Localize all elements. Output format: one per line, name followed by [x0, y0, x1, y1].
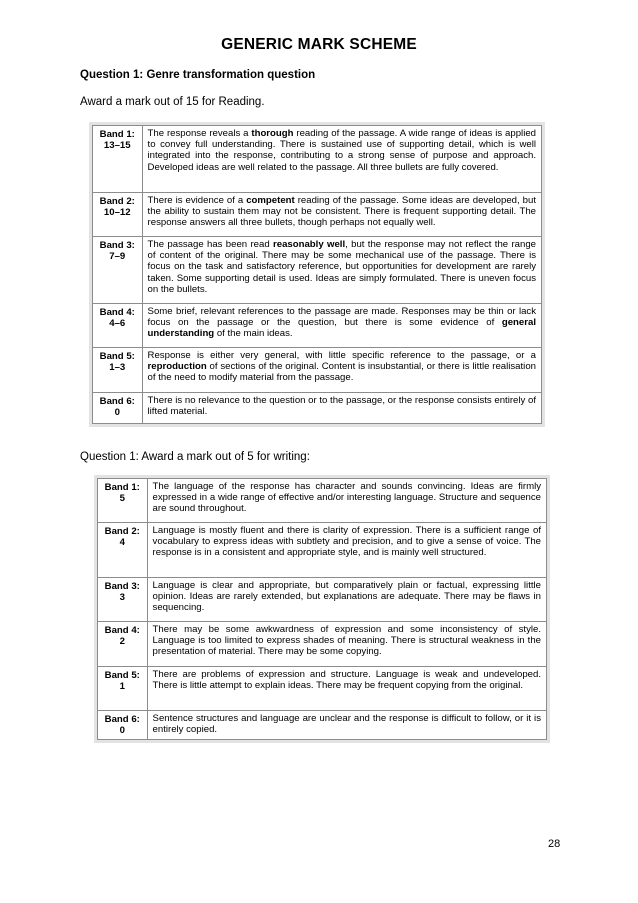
page-number: 28 — [548, 838, 561, 850]
band-label-cell — [98, 622, 148, 667]
description-text: There are problems of expression and structure. Language is weak and undeveloped. There is little attempt to explain ideas. There may be frequent copying from the original. — [152, 669, 541, 692]
band-description — [147, 578, 546, 622]
band-description — [142, 193, 541, 237]
band-row — [93, 126, 542, 193]
band-label-cell — [98, 667, 148, 711]
description-text: reading of the passage. A wide range of ideas is applied to convey full understanding. There is sustained use of supporting detail, which is well integrated into the response, contributing to a strong sense of purpose and approach. Developed ideas are well related to the passage. All three bullets are fully covered. — [147, 128, 536, 173]
description-text: Some brief, relevant references to the passage are made. Responses may be thin or lack focus on the passage or the question, but there is some evidence of — [147, 306, 536, 329]
band-row — [98, 578, 547, 622]
band-label-cell — [98, 578, 148, 622]
band-range: 5 — [119, 493, 125, 505]
band-label-cell — [93, 193, 143, 237]
band-row — [98, 667, 547, 711]
band-description — [142, 237, 541, 304]
band-name: Band 6: — [104, 714, 140, 725]
band-description — [147, 479, 546, 523]
band-name: Band 1: — [99, 129, 135, 140]
band-row — [98, 711, 547, 740]
band-name: Band 5: — [99, 351, 135, 362]
description-text: , but the response may not reflect the range of content of the original. There may be some mechanical use of the passage. There is focus on the task and satisfactory reference, but opportunities for development are rarely taken. Some supporting detail is used. Ideas are simply formulated. There is uneven focus on the bullets. — [147, 239, 536, 295]
band-range: 0 — [114, 407, 120, 419]
band-row — [93, 393, 542, 424]
description-text: There is evidence of a — [147, 195, 247, 206]
band-description — [147, 622, 546, 667]
band-row — [93, 348, 542, 393]
band-description — [147, 523, 546, 578]
band-label-cell — [93, 393, 143, 424]
band-row — [98, 622, 547, 667]
writing-instruction: Question 1: Award a mark out of 5 for writing: — [80, 451, 310, 463]
description-text: of the main ideas. — [214, 328, 293, 340]
description-text: Sentence structures and language are unclear and the response is difficult to follow, or it is entirely copied. — [152, 713, 541, 736]
band-name: Band 3: — [104, 581, 140, 592]
band-label-cell — [93, 237, 143, 304]
band-description — [142, 126, 541, 193]
band-description — [147, 667, 546, 711]
band-label-cell — [93, 304, 143, 348]
question-heading: Question 1: Genre transformation question — [80, 69, 316, 81]
band-row — [98, 523, 547, 578]
reading-table-body — [93, 126, 542, 424]
band-range: 0 — [119, 725, 125, 737]
band-label-cell — [98, 711, 148, 740]
emphasis-text: reproduction — [147, 361, 207, 373]
band-range: 2 — [119, 636, 125, 648]
band-range: 4–6 — [109, 318, 126, 330]
band-description — [142, 348, 541, 393]
description-text: The response reveals a — [147, 128, 252, 139]
description-text: There may be some awkwardness of expression and some inconsistency of style. Language is too limited to express shades of meaning. There is structural weakness in the presentation of material. There may be some copying. — [152, 624, 541, 658]
band-name: Band 2: — [99, 196, 135, 207]
band-label-cell — [93, 348, 143, 393]
band-description — [147, 711, 546, 740]
description-text: There is no relevance to the question or to the passage, or the response consists entirely of lifted material. — [147, 395, 536, 418]
band-range: 13–15 — [103, 140, 131, 152]
band-row — [93, 237, 542, 304]
band-range: 7–9 — [109, 251, 126, 263]
reading-instruction: Award a mark out of 15 for Reading. — [80, 96, 265, 108]
band-name: Band 6: — [99, 396, 135, 407]
band-label-cell — [93, 126, 143, 193]
band-label-cell — [98, 479, 148, 523]
description-text: The passage has been read — [147, 239, 273, 250]
band-name: Band 4: — [99, 307, 135, 318]
band-name: Band 5: — [104, 670, 140, 681]
emphasis-text: general understanding — [147, 317, 536, 340]
description-text: of sections of the original. Content is insubstantial, or there is little realisation of the need to modify material from the passage. — [147, 361, 536, 384]
band-description — [142, 304, 541, 348]
band-range: 3 — [119, 592, 125, 604]
writing-table-body — [98, 479, 547, 740]
band-range: 1–3 — [109, 362, 126, 374]
band-name: Band 1: — [104, 482, 140, 493]
band-name: Band 4: — [104, 625, 140, 636]
band-label-cell — [98, 523, 148, 578]
emphasis-text: thorough — [251, 128, 294, 139]
page-title: GENERIC MARK SCHEME — [221, 36, 417, 53]
description-text: Response is either very general, with little specific reference to the passage, or a — [147, 350, 536, 361]
band-description — [142, 393, 541, 424]
band-row — [98, 479, 547, 523]
description-text: Language is mostly fluent and there is clarity of expression. There is a sufficient range of vocabulary to express ideas with subtlety and precision, and to give a sense of voice. The response is in a consistent and appropriate style, and is mainly well structured. — [152, 525, 541, 559]
band-range: 1 — [119, 681, 125, 693]
writing-mark-scheme-table — [97, 478, 547, 740]
band-range: 10–12 — [103, 207, 131, 219]
band-row — [93, 193, 542, 237]
description-text: Language is clear and appropriate, but comparatively plain or factual, expressing little opinion. Ideas are rarely extended, but explanations are adequate. There may be flaws in sequencing. — [152, 580, 541, 614]
band-name: Band 2: — [104, 526, 140, 537]
emphasis-text: reasonably well — [273, 239, 346, 250]
band-range: 4 — [119, 537, 125, 549]
band-name: Band 3: — [99, 240, 135, 251]
description-text: reading of the passage. Some ideas are developed, but the ability to sustain them may not be consistent. There is frequent supporting detail. The response answers all three bullets, though perhaps not equally well. — [147, 195, 536, 229]
description-text: The language of the response has character and sounds convincing. Ideas are firmly expressed in a wide range of effective and/or interesting language. Structure and sequence are sound throughout. — [152, 481, 541, 515]
emphasis-text: competent — [246, 195, 295, 206]
band-row — [93, 304, 542, 348]
reading-mark-scheme-table — [92, 125, 542, 424]
